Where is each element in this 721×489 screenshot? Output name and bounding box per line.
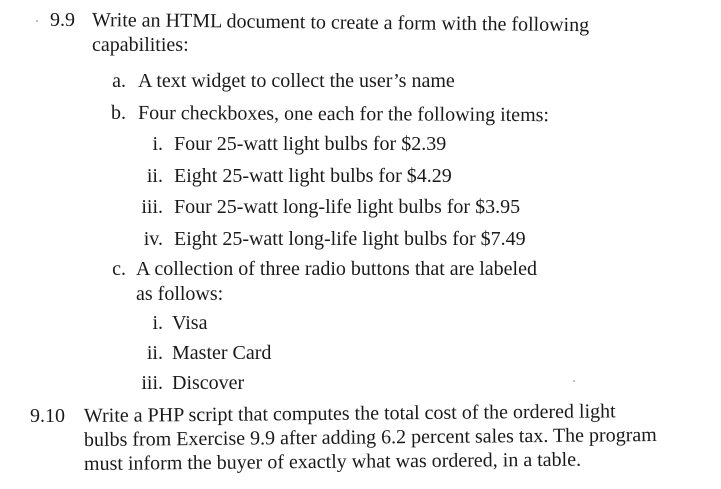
exercise-text-line: Write a PHP script that computes the total cost of the ordered light: [83, 400, 616, 427]
subitem-marker: iii.: [141, 196, 163, 218]
subitem-marker: ii.: [146, 165, 163, 187]
item-marker: c.: [112, 258, 126, 280]
item-text: A collection of three radio buttons that are labeled: [136, 258, 537, 280]
subitem-marker: iii.: [141, 372, 163, 394]
subitem-marker: i.: [152, 312, 163, 334]
exercise-number: 9.9: [50, 9, 75, 31]
subitem-text: Eight 25-watt long-life light bulbs for $7.49: [174, 228, 526, 250]
subitem-text: Master Card: [172, 342, 272, 364]
item-text: as follows:: [136, 283, 224, 305]
subitem-text: Visa: [172, 312, 208, 334]
subitem-marker: ii.: [146, 342, 163, 364]
subitem-marker: iv.: [143, 228, 163, 250]
subitem-text: Four 25-watt light bulbs for $2.39: [174, 133, 447, 155]
item-text: A text widget to collect the user’s name: [138, 70, 455, 92]
subitem-text: Eight 25-watt light bulbs for $4.29: [174, 165, 452, 187]
subitem-marker: i.: [152, 133, 163, 155]
scan-speck: [573, 380, 575, 382]
exercise-text-line: capabilities:: [92, 34, 189, 56]
item-marker: b.: [111, 102, 126, 124]
exercise-text-line: bulbs from Exercise 9.9 after adding 6.2 percent sales tax. The program: [83, 424, 657, 451]
item-text: Four checkboxes, one each for the following items:: [137, 102, 550, 127]
exercise-text-line: Write an HTML document to create a form with the following: [91, 9, 590, 37]
item-marker: a.: [112, 70, 126, 92]
exercise-number: 9.10: [30, 405, 65, 427]
subitem-text: Discover: [172, 372, 245, 394]
scan-speck: [36, 20, 38, 22]
exercise-text-line: must inform the buyer of exactly what was ordered, in a table.: [83, 448, 582, 475]
subitem-text: Four 25-watt long-life light bulbs for $3.95: [174, 196, 521, 218]
